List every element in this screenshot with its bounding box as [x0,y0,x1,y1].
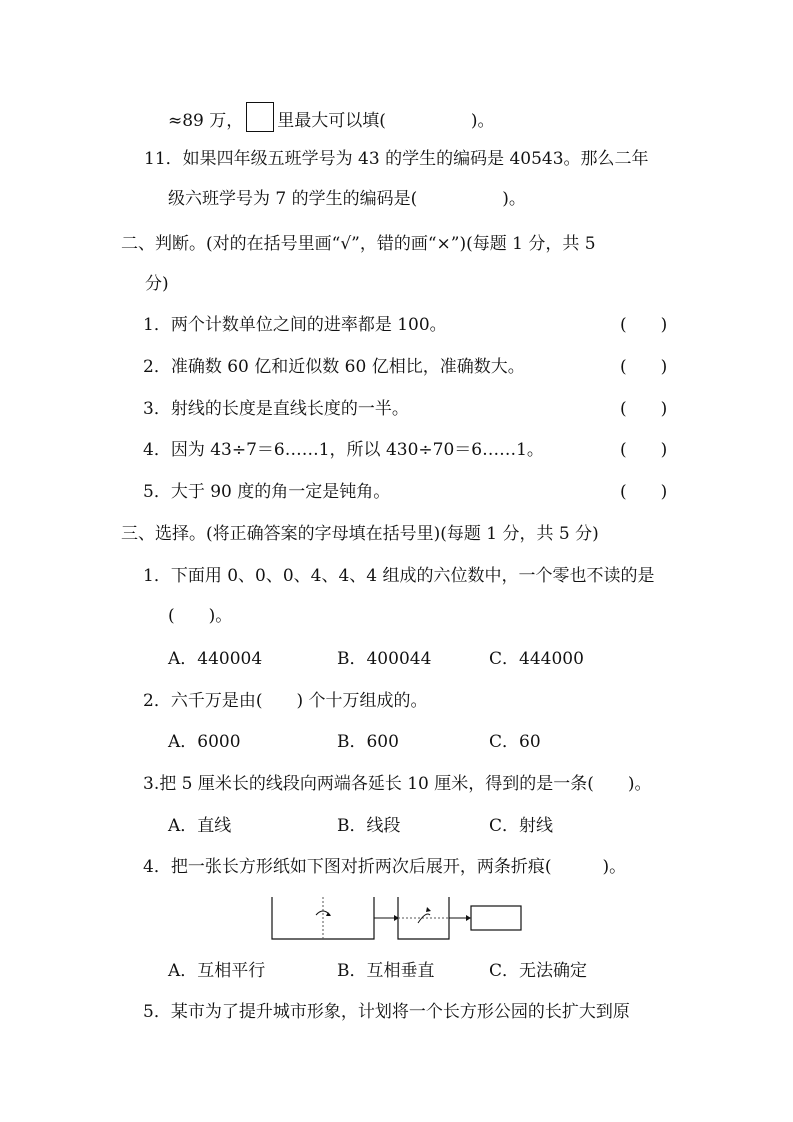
section3-heading: 三、选择。(将正确答案的字母填在括号里)(每题 1 分，共 5 分) [121,524,599,544]
choice-q4-option-a: A．互相平行 [168,961,266,981]
choice-q4: 4．把一张长方形纸如下图对折两次后展开，两条折痕( )。 [143,857,627,877]
q10-after: 里最大可以填( )。 [277,111,495,131]
judge-paren-3: ( ) [620,399,668,419]
judge-paren-1: ( ) [620,315,668,335]
choice-q3: 3.把 5 厘米长的线段向两端各延长 10 厘米，得到的是一条( )。 [143,774,652,794]
choice-q3-option-c: C．射线 [489,816,554,836]
answer-box [246,102,274,132]
choice-q2-option-c: C．60 [489,732,541,752]
section2-heading: 二、判断。(对的在括号里画“√”，错的画“×”)(每题 1 分，共 5 [121,234,596,254]
q10-line [168,102,495,133]
section2-heading-cont: 分) [145,274,169,294]
step-arrowhead-2-icon [466,915,471,921]
judge-item-2: 2．准确数 60 亿和近似数 60 亿相比，准确数大。 [143,357,525,377]
choice-q2-option-a: A．6000 [168,732,241,752]
choice-q4-option-b: B．互相垂直 [337,961,435,981]
judge-paren-5: ( ) [620,482,668,502]
choice-q3-option-a: A．直线 [168,816,232,836]
paper-folding-diagram [268,893,528,943]
q11-line1: 11．如果四年级五班学号为 43 的学生的编码是 40543。那么二年 [144,149,649,169]
judge-item-5: 5．大于 90 度的角一定是钝角。 [143,482,391,502]
judge-item-1: 1．两个计数单位之间的进率都是 100。 [143,315,447,335]
judge-paren-4: ( ) [620,440,668,460]
folded-rectangle [471,906,521,930]
arrowhead-2-icon [426,907,431,912]
judge-item-4: 4．因为 43÷7＝6……1，所以 430÷70＝6……1。 [143,440,544,460]
judge-item-3: 3．射线的长度是直线长度的一半。 [143,399,409,419]
choice-q1-option-b: B．400044 [337,649,432,669]
choice-q2-option-b: B．600 [337,732,399,752]
judge-paren-2: ( ) [620,357,668,377]
choice-q4-option-c: C．无法确定 [489,961,588,981]
q11-line2: 级六班学号为 7 的学生的编码是( )。 [168,189,526,209]
choice-q2: 2．六千万是由( ) 个十万组成的。 [143,691,428,711]
choice-q1-option-a: A．440004 [168,649,263,669]
choice-q1-line1: 1．下面用 0、0、0、4、4、4 组成的六位数中，一个零也不读的是 [143,566,655,586]
choice-q1-line2: ( )。 [168,606,233,626]
q10-before: ≈89 万， [168,111,244,131]
choice-q5: 5．某市为了提升城市形象，计划将一个长方形公园的长扩大到原 [143,1002,630,1022]
choice-q3-option-b: B．线段 [337,816,401,836]
choice-q1-option-c: C．444000 [489,649,584,669]
